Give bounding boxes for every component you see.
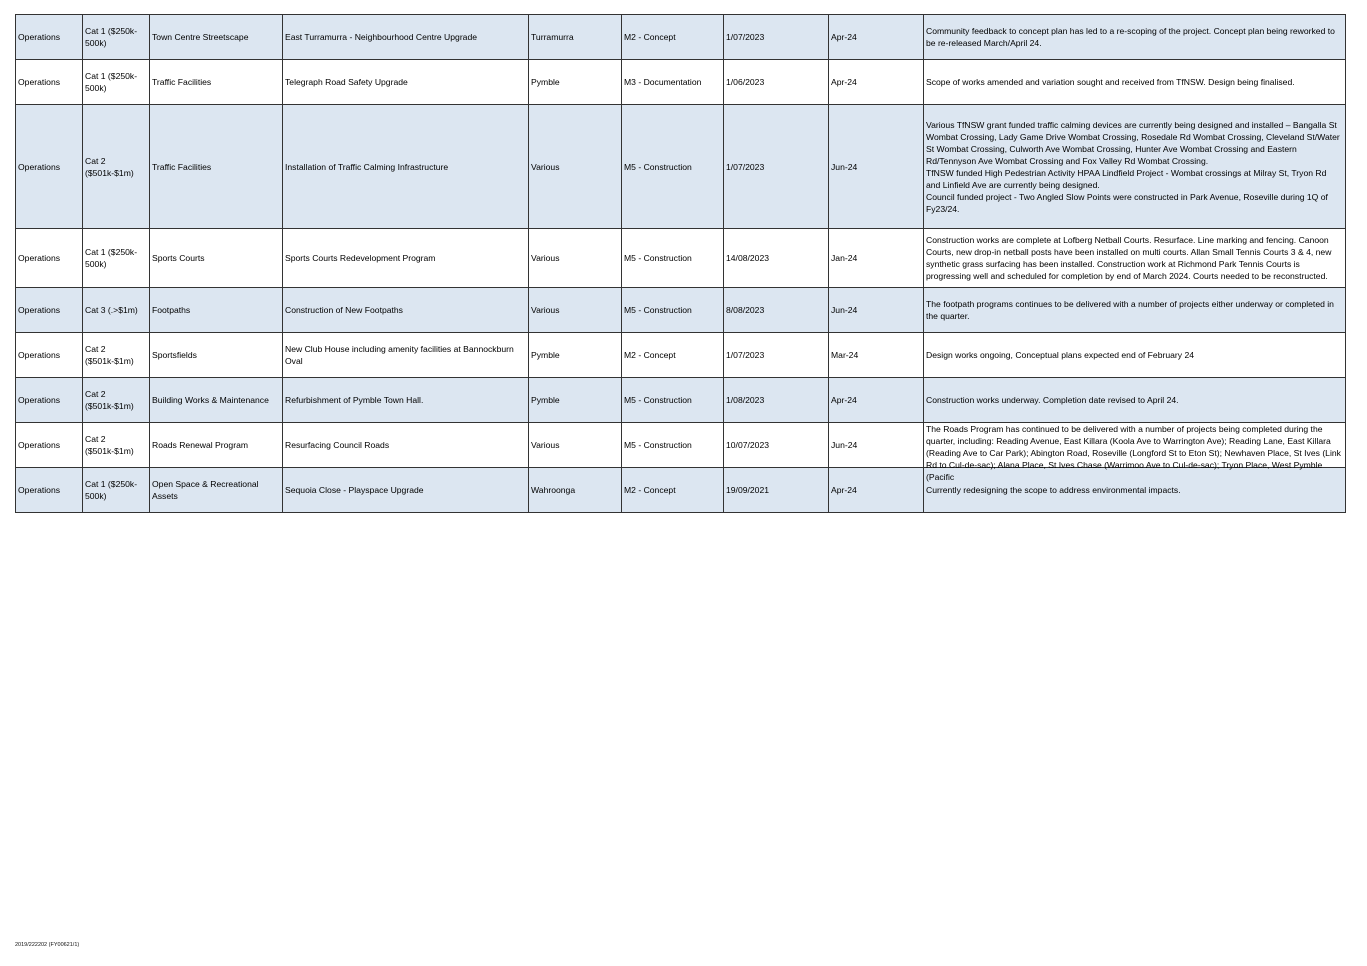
stage-cell: M5 - Construction: [622, 288, 724, 333]
project-cell: Sequoia Close - Playspace Upgrade: [283, 468, 529, 513]
completion-date-cell: Jun-24: [829, 288, 924, 333]
division-cell: Operations: [16, 105, 83, 229]
table-row: [16, 229, 1346, 288]
stage-cell: M3 - Documentation: [622, 60, 724, 105]
completion-date-cell: Apr-24: [829, 15, 924, 60]
start-date-cell: 1/07/2023: [724, 333, 829, 378]
start-date-cell: 1/07/2023: [724, 15, 829, 60]
stage-cell: M5 - Construction: [622, 105, 724, 229]
location-cell: Pymble: [529, 333, 622, 378]
table-row: [16, 378, 1346, 423]
comment-cell: [924, 423, 1346, 482]
table-row: [16, 468, 1346, 513]
program-cell: Traffic Facilities: [150, 60, 283, 105]
table-row: [16, 333, 1346, 378]
comment-cell: Currently redesigning the scope to address environmental impacts.: [924, 468, 1346, 513]
category-cell: Cat 1 ($250k-500k): [83, 60, 150, 105]
category-cell: Cat 2 ($501k-$1m): [83, 378, 150, 423]
program-cell: Town Centre Streetscape: [150, 15, 283, 60]
division-cell: Operations: [16, 60, 83, 105]
stage-cell: M5 - Construction: [622, 378, 724, 423]
division-cell: Operations: [16, 229, 83, 288]
comment-text: The Roads Program has continued to be delivered with a number of projects being completed during the quarter, including: Reading Avenue, East Killara (Koola Ave to Warrington Ave); Reading Lane, East Killara (Reading Ave to Car Park); Abington Road, Roseville (Longford St to Eton St); Newhaven Place, St Ives (Link Rd to Cul-de-sac); Alana Place, St Ives Chase (Warrimoo Ave to Cul-de-sac); Tryon Place, West Pymble (Pacific: [926, 424, 1341, 482]
start-date-cell: 8/08/2023: [724, 288, 829, 333]
program-cell: Roads Renewal Program: [150, 423, 283, 468]
table-row: [16, 288, 1346, 333]
comment-cell: Community feedback to concept plan has led to a re-scoping of the project. Concept plan being reworked to be re-released March/April 24.: [924, 15, 1346, 60]
stage-cell: M2 - Concept: [622, 15, 724, 60]
table-row: [16, 15, 1346, 60]
comment-paragraph: TfNSW funded High Pedestrian Activity HPAA Lindfield Project - Wombat crossings at Milray St, Tryon Rd and Linfield Ave are currently being designed.: [926, 167, 1327, 190]
stage-cell: M5 - Construction: [622, 229, 724, 288]
completion-date-cell: Apr-24: [829, 60, 924, 105]
comment-cell: [924, 105, 1346, 229]
table-row: [16, 105, 1346, 229]
completion-date-cell: Jun-24: [829, 423, 924, 468]
program-cell: Sports Courts: [150, 229, 283, 288]
program-cell: Building Works & Maintenance: [150, 378, 283, 423]
division-cell: Operations: [16, 15, 83, 60]
comment-cell: Construction works are complete at Lofberg Netball Courts. Resurface. Line marking and fencing. Canoon Courts, new drop-in netball posts have been installed on multi courts. Allan Small Tennis Courts 3 & 4, new synthetic grass surfacing has been installed. Construction work at Richmond Park Tennis Courts is progressing well and scheduled for completion by end of March 2024. Courts needed to be reconstructed.: [924, 229, 1346, 288]
comment-paragraph: Council funded project - Two Angled Slow Points were constructed in Park Avenue, Roseville during 1Q of Fy23/24.: [926, 191, 1328, 214]
start-date-cell: 1/06/2023: [724, 60, 829, 105]
division-cell: Operations: [16, 468, 83, 513]
comment-cell: Construction works underway. Completion date revised to April 24.: [924, 378, 1346, 423]
location-cell: Various: [529, 288, 622, 333]
category-cell: Cat 2 ($501k-$1m): [83, 333, 150, 378]
stage-cell: M2 - Concept: [622, 333, 724, 378]
project-cell: Resurfacing Council Roads: [283, 423, 529, 468]
program-cell: Footpaths: [150, 288, 283, 333]
table-row: [16, 423, 1346, 468]
location-cell: Wahroonga: [529, 468, 622, 513]
start-date-cell: 10/07/2023: [724, 423, 829, 468]
completion-date-cell: Jun-24: [829, 105, 924, 229]
start-date-cell: 19/09/2021: [724, 468, 829, 513]
comment-cell: Scope of works amended and variation sought and received from TfNSW. Design being finalised.: [924, 60, 1346, 105]
capital-works-table: [15, 14, 1346, 513]
division-cell: Operations: [16, 333, 83, 378]
category-cell: Cat 1 ($250k-500k): [83, 468, 150, 513]
project-cell: East Turramurra - Neighbourhood Centre Upgrade: [283, 15, 529, 60]
comment-cell: The footpath programs continues to be delivered with a number of projects either underway or completed in the quarter.: [924, 288, 1346, 333]
category-cell: Cat 1 ($250k-500k): [83, 229, 150, 288]
division-cell: Operations: [16, 423, 83, 468]
completion-date-cell: Apr-24: [829, 378, 924, 423]
project-cell: New Club House including amenity facilities at Bannockburn Oval: [283, 333, 529, 378]
start-date-cell: 1/07/2023: [724, 105, 829, 229]
table-row: [16, 60, 1346, 105]
program-cell: Open Space & Recreational Assets: [150, 468, 283, 513]
start-date-cell: 14/08/2023: [724, 229, 829, 288]
location-cell: Various: [529, 229, 622, 288]
comment-cell: Design works ongoing, Conceptual plans expected end of February 24: [924, 333, 1346, 378]
project-cell: Sports Courts Redevelopment Program: [283, 229, 529, 288]
project-cell: Refurbishment of Pymble Town Hall.: [283, 378, 529, 423]
location-cell: Various: [529, 105, 622, 229]
program-cell: Sportsfields: [150, 333, 283, 378]
document-reference: 2019/222202 (FY00621/1): [15, 942, 80, 948]
category-cell: Cat 2 ($501k-$1m): [83, 105, 150, 229]
project-cell: Telegraph Road Safety Upgrade: [283, 60, 529, 105]
completion-date-cell: Apr-24: [829, 468, 924, 513]
completion-date-cell: Jan-24: [829, 229, 924, 288]
category-cell: Cat 3 (.>$1m): [83, 288, 150, 333]
project-cell: Construction of New Footpaths: [283, 288, 529, 333]
comment-paragraph: Various TfNSW grant funded traffic calming devices are currently being designed and installed – Bangalla St Wombat Crossing, Lady Game Drive Wombat Crossing, Rosedale Rd Wombat Crossing, Cleveland St/Water St Wombat Crossing, Culworth Ave Wombat Crossing, Hunter Ave Wombat Crossing and Eastern Rd/Tennyson Ave Wombat Crossing and Fox Valley Rd Wombat Crossing.: [926, 119, 1340, 166]
project-cell: Installation of Traffic Calming Infrastructure: [283, 105, 529, 229]
category-cell: Cat 1 ($250k-500k): [83, 15, 150, 60]
category-cell: Cat 2 ($501k-$1m): [83, 423, 150, 468]
completion-date-cell: Mar-24: [829, 333, 924, 378]
stage-cell: M5 - Construction: [622, 423, 724, 468]
location-cell: Various: [529, 423, 622, 468]
program-cell: Traffic Facilities: [150, 105, 283, 229]
location-cell: Pymble: [529, 378, 622, 423]
location-cell: Pymble: [529, 60, 622, 105]
division-cell: Operations: [16, 378, 83, 423]
start-date-cell: 1/08/2023: [724, 378, 829, 423]
stage-cell: M2 - Concept: [622, 468, 724, 513]
division-cell: Operations: [16, 288, 83, 333]
location-cell: Turramurra: [529, 15, 622, 60]
